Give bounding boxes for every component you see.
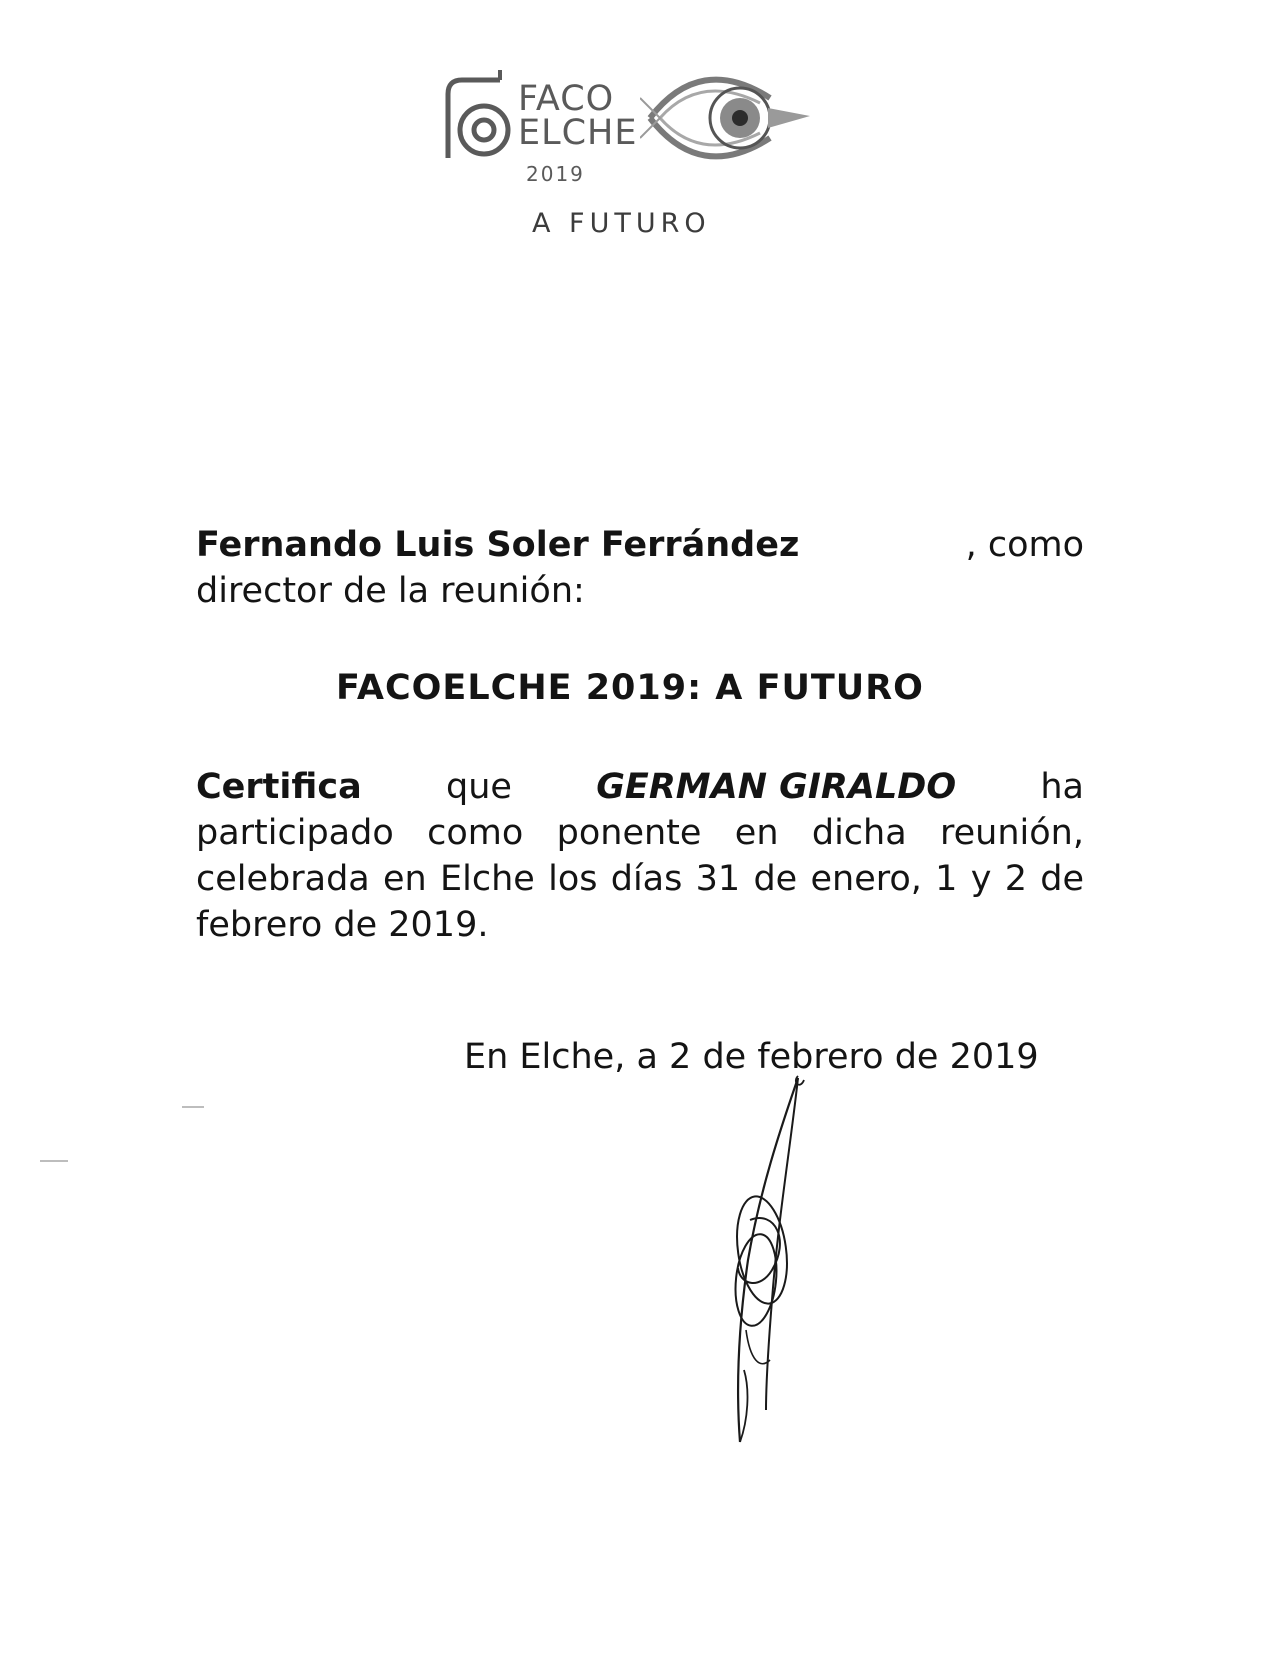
logo-tagline: A FUTURO	[532, 208, 711, 239]
place-date: En Elche, a 2 de febrero de 2019	[464, 1037, 1039, 1077]
logo-word-faco: FACO	[518, 79, 615, 119]
camera-lens-icon	[440, 68, 520, 168]
director-role: director de la reunión:	[196, 571, 585, 611]
director-name: Fernando Luis Soler Ferrández	[196, 525, 800, 565]
event-title: FACOELCHE 2019: A FUTURO	[336, 668, 924, 708]
logo-wordmark	[518, 79, 638, 153]
participant-name: GERMAN GIRALDO	[596, 767, 957, 807]
director-paragraph	[196, 522, 1084, 614]
eye-icon	[640, 58, 820, 178]
signature	[720, 1070, 840, 1450]
certification-paragraph	[196, 764, 1084, 948]
participation-text: participado como ponente en dicha reunión, celebrada en Elche los días 31 de enero, 1 y 2 de febrero de 2019.	[196, 813, 1084, 945]
logo-year: 2019	[526, 162, 585, 186]
scan-speck	[40, 1160, 68, 1162]
que-word: que	[446, 767, 512, 807]
scan-speck	[182, 1106, 204, 1108]
logo-word-elche: ELCHE	[518, 113, 638, 153]
director-suffix: , como	[965, 525, 1084, 565]
ha-word: ha	[1040, 767, 1084, 807]
certifica-word: Certifica	[196, 767, 362, 807]
faco-elche-logo	[440, 58, 830, 258]
